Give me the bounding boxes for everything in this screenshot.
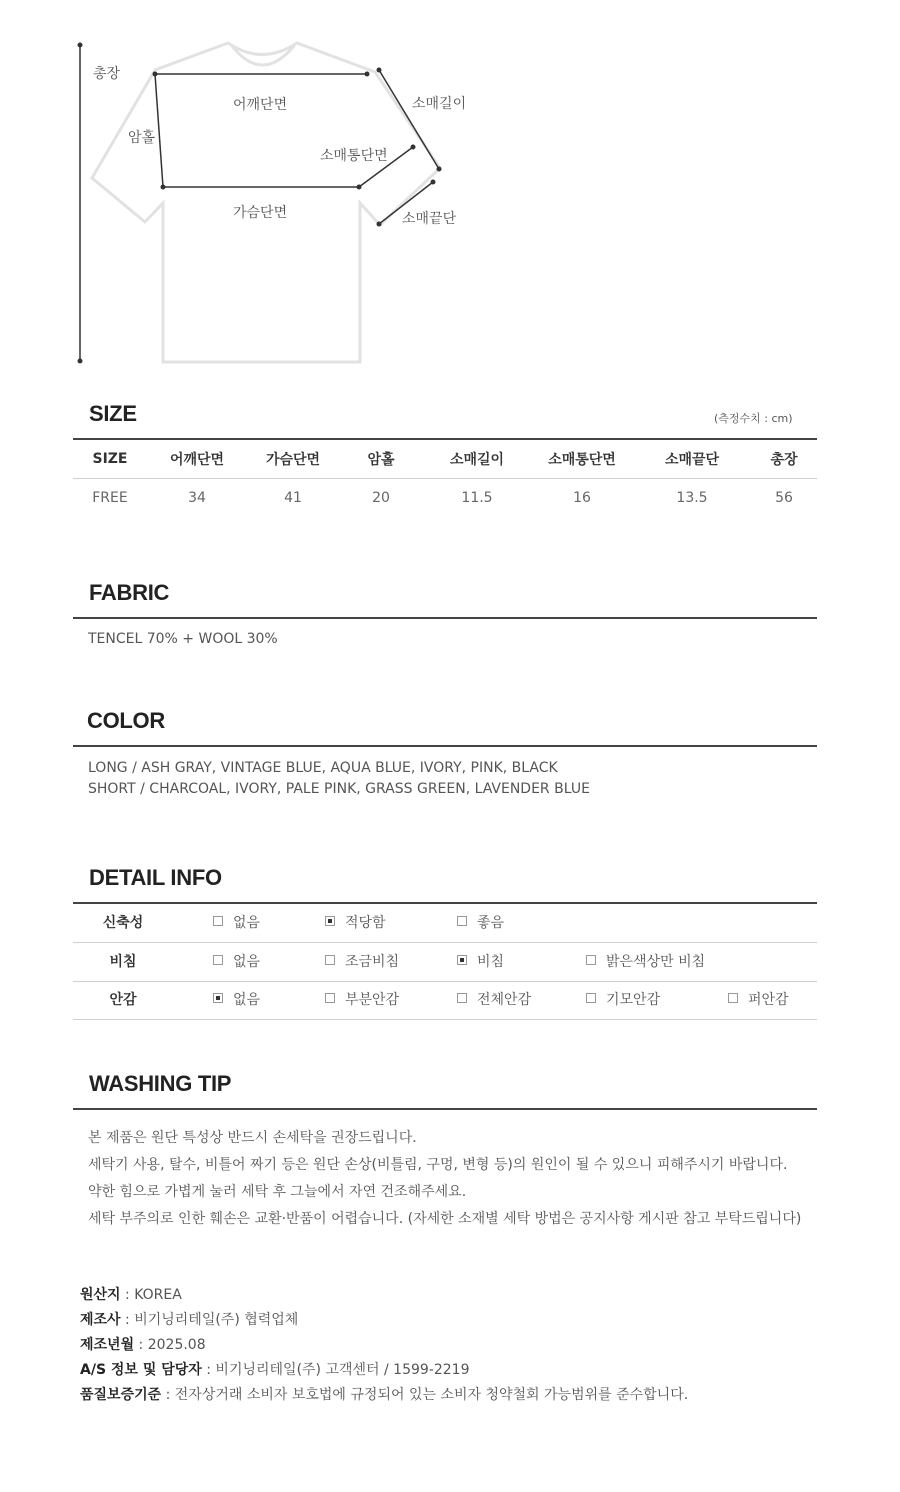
table-header-cell: 소매통단면: [531, 440, 633, 479]
table-header-cell: 소매길이: [423, 440, 531, 479]
detail-row-lining: [73, 981, 817, 1020]
table-header-cell: SIZE: [73, 440, 147, 479]
checkbox-icon: [457, 916, 467, 926]
checkbox-icon: [728, 993, 738, 1003]
fabric-composition: TENCEL 70% + WOOL 30%: [88, 631, 278, 647]
table-cell: 16: [573, 490, 591, 506]
label-total-length: 총장: [93, 66, 121, 82]
washing-section-title: WASHING TIP: [89, 1071, 232, 1096]
option-slight: [325, 943, 399, 981]
table-cell: 20: [372, 490, 390, 506]
checked-checkbox-icon: [457, 955, 467, 965]
info-origin: [80, 1284, 182, 1304]
detail-label: 비침: [109, 954, 137, 970]
info-label: 제조년월: [80, 1337, 135, 1353]
option-label: 전체안감: [477, 992, 532, 1008]
fabric-section-title: FABRIC: [89, 580, 170, 605]
info-value: : KOREA: [120, 1287, 182, 1303]
option-none: [213, 943, 260, 981]
option-light-colors-only: [586, 943, 705, 981]
detail-label: 안감: [109, 992, 137, 1008]
detail-row-sheerness: [73, 943, 817, 982]
info-as-contact: [80, 1359, 470, 1379]
table-cell: FREE: [92, 490, 128, 506]
checkbox-icon: [586, 993, 596, 1003]
label-armhole: 암홀: [128, 130, 156, 146]
table-cell: 41: [284, 490, 302, 506]
info-manufacturer: [80, 1309, 298, 1329]
table-header-cell: 암홀: [339, 440, 423, 479]
option-sheer: [457, 943, 504, 981]
table-header-cell: 가슴단면: [247, 440, 339, 479]
info-manufacture-date: [80, 1334, 206, 1354]
info-value: : 2025.08: [134, 1337, 206, 1353]
label-sleeve-width: 소매통단면: [320, 148, 388, 164]
checked-checkbox-icon: [213, 993, 223, 1003]
table-header-cell: 어깨단면: [147, 440, 247, 479]
checked-checkbox-icon: [325, 916, 335, 926]
option-moderate: [325, 904, 386, 942]
option-brushed-lining: [586, 981, 660, 1019]
checkbox-icon: [457, 993, 467, 1003]
detail-label: 신축성: [102, 915, 144, 931]
option-label: 부분안감: [345, 992, 400, 1008]
checkbox-icon: [213, 916, 223, 926]
info-label: 제조사: [80, 1312, 121, 1328]
option-label: 없음: [233, 915, 261, 931]
info-label: 품질보증기준: [80, 1387, 162, 1403]
info-quality-standard: [80, 1384, 688, 1404]
option-none: [213, 981, 260, 1019]
option-good: [457, 904, 504, 942]
label-chest: 가슴단면: [233, 205, 288, 221]
option-full-lining: [457, 981, 531, 1019]
table-row: [73, 479, 817, 518]
label-sleeve-hem: 소매끝단: [402, 211, 457, 227]
measurement-diagram: [0, 0, 900, 380]
option-label: 조금비침: [345, 954, 400, 970]
option-fur-lining: [728, 981, 789, 1019]
color-section-title: COLOR: [87, 708, 165, 733]
option-label: 없음: [233, 954, 261, 970]
option-none: [213, 904, 260, 942]
option-partial-lining: [325, 981, 399, 1019]
color-short-list: SHORT / CHARCOAL, IVORY, PALE PINK, GRASS GREEN, LAVENDER BLUE: [88, 781, 590, 797]
color-long-list: LONG / ASH GRAY, VINTAGE BLUE, AQUA BLUE, IVORY, PINK, BLACK: [88, 760, 558, 776]
label-shoulder: 어깨단면: [233, 97, 288, 113]
table-cell: 56: [775, 490, 793, 506]
info-value: : 전자상거래 소비자 보호법에 규정되어 있는 소비자 청약철회 가능범위를 준수합니다.: [161, 1387, 689, 1403]
detail-section-title: DETAIL INFO: [89, 865, 222, 890]
washing-line: 세탁기 사용, 탈수, 비틀어 짜기 등은 원단 손상(비틀림, 구멍, 변형 등)의 원인이 될 수 있으니 피해주시기 바랍니다.: [88, 1157, 788, 1173]
color-divider: [73, 745, 817, 747]
washing-line: 세탁 부주의로 인한 훼손은 교환·반품이 어렵습니다. (자세한 소재별 세탁 방법은 공지사항 게시판 참고 부탁드립니다): [88, 1211, 802, 1227]
table-header-cell: 소매끝단: [633, 440, 751, 479]
detail-row-stretch: [73, 904, 817, 943]
table-cell: 34: [188, 490, 206, 506]
option-label: 기모안감: [606, 992, 661, 1008]
size-section-title: SIZE: [89, 401, 137, 426]
size-table: [73, 440, 817, 517]
fabric-divider: [73, 617, 817, 619]
option-label: 퍼안감: [748, 992, 789, 1008]
checkbox-icon: [325, 993, 335, 1003]
info-value: : 비기닝리테일(주) 고객센터 / 1599-2219: [201, 1362, 470, 1378]
info-label: 원산지: [80, 1287, 121, 1303]
washing-line: 약한 힘으로 가볍게 눌러 세탁 후 그늘에서 자연 건조해주세요.: [88, 1184, 467, 1200]
label-sleeve-length: 소매길이: [412, 96, 467, 112]
checkbox-icon: [213, 955, 223, 965]
info-value: : 비기닝리테일(주) 협력업체: [120, 1312, 299, 1328]
washing-divider: [73, 1108, 817, 1110]
option-label: 적당함: [345, 915, 386, 931]
washing-line: 본 제품은 원단 특성상 반드시 손세탁을 권장드립니다.: [88, 1130, 417, 1146]
table-cell: 13.5: [676, 490, 708, 506]
measurement-note: (측정수치 : cm): [714, 412, 793, 425]
checkbox-icon: [325, 955, 335, 965]
checkbox-icon: [586, 955, 596, 965]
option-label: 없음: [233, 992, 261, 1008]
size-table-header: [73, 440, 817, 479]
table-header-cell: 총장: [751, 440, 817, 479]
table-cell: 11.5: [461, 490, 493, 506]
info-label: A/S 정보 및 담당자: [80, 1362, 202, 1378]
option-label: 비침: [477, 954, 505, 970]
option-label: 좋음: [477, 915, 505, 931]
tshirt-outline-icon: [0, 0, 900, 380]
option-label: 밝은색상만 비침: [606, 954, 706, 970]
